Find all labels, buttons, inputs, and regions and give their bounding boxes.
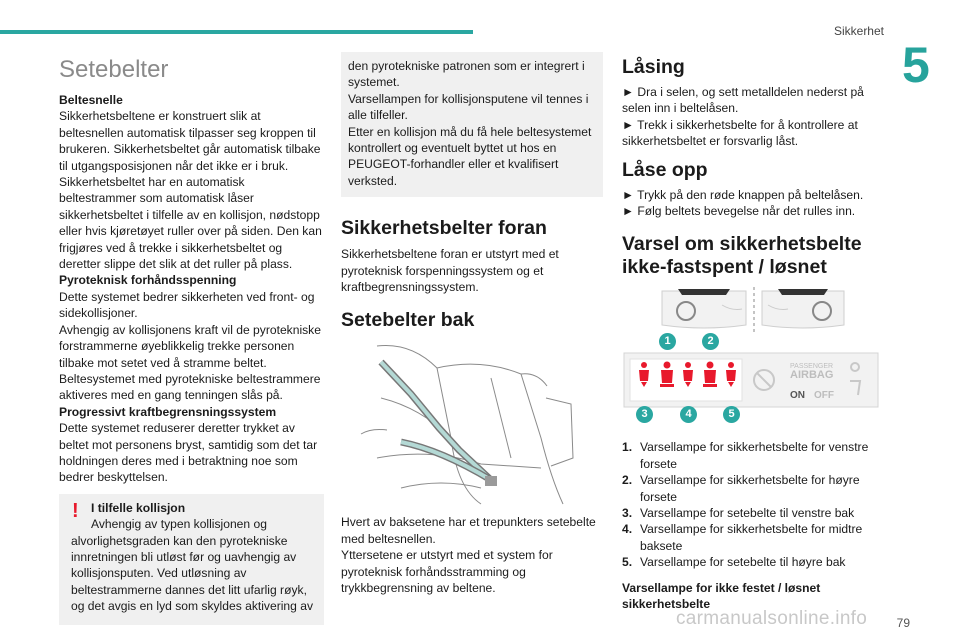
list-item: 3. Varsellampe for setebelte til venstre bak — [622, 506, 855, 521]
subheading-kraftbegrensning: Progressivt kraftbegrensningssystem — [59, 404, 277, 419]
heading-front-belts: Sikkerhetsbelter foran — [341, 217, 547, 240]
instruction-bullet: ► Trykk på den røde knappen på beltelåsen. — [622, 187, 884, 203]
column-middle — [341, 52, 603, 597]
instruction-bullet: ► Dra i selen, og sett metalldelen nederst på selen inn i beltelåsen. — [622, 84, 884, 117]
heading-rear-belts: Setebelter bak — [341, 309, 475, 332]
heading-belt-warning: Varsel om sikkerhetsbelte ikke-fastspent / løsnet — [622, 233, 862, 279]
column-right — [622, 52, 884, 613]
mirror-illustration — [622, 285, 884, 333]
warning-text: alvorlighetsgraden kan den pyrotekniske innretningen bli utløst før og uavhengig av kollisjonsputen. Ved utløsning av beltestrammerne dannes det litt ufarlig røyk, og det avgis en lyd som skyldes aktivering av — [71, 533, 313, 614]
paragraph: Sikkerhetsbeltene foran er utstyrt med et pyroteknisk forspenningssystem og et kraftbegrensningssystem. — [341, 247, 559, 295]
callout-5: 5 — [723, 406, 740, 423]
list-item: 2. Varsellampe for sikkerhetsbelte for høyre forsete — [622, 473, 860, 504]
seatbelt-warning-panel — [622, 335, 884, 423]
airbag-on-label: ON — [790, 390, 805, 402]
callout-4: 4 — [680, 406, 697, 423]
list-item: 4. Varsellampe for sikkerhetsbelte for midtre baksete — [622, 522, 863, 553]
warning-box — [59, 494, 324, 625]
passenger-label: PASSENGER — [790, 363, 834, 371]
list-item: 1. Varsellampe for sikkerhetsbelte for venstre forsete — [622, 440, 869, 471]
callout-3: 3 — [636, 406, 653, 423]
warning-text: Avhengig av typen kollisjonen og — [91, 517, 267, 532]
rear-seatbelt-illustration — [341, 338, 603, 506]
column-left — [59, 52, 324, 625]
watermark: carmanualsonline.info — [676, 608, 868, 629]
paragraph: Sikkerhetsbeltene er konstruert slik at beltesnellen automatisk tilpasser seg kroppen til brukeren. Sikkerhetsbeltet går automatisk tilbake til utgangsposisjonen når det ikke er i bruk. — [59, 109, 321, 173]
callout-1: 1 — [659, 333, 676, 350]
page-title: Setebelter — [59, 56, 169, 83]
paragraph: Avhengig av kollisjonens kraft vil de pyrotekniske forstrammerne øyeblikkelig trekke personen tilbake mot setet ved å stramme beltet. — [59, 322, 321, 370]
paragraph: Hvert av baksetene har et trepunkters setebelte med beltesnellen. — [341, 515, 596, 546]
subheading-pyroteknisk: Pyroteknisk forhåndsspenning — [59, 273, 237, 288]
airbag-off-label: OFF — [814, 390, 834, 402]
page-number: 79 — [896, 616, 910, 630]
paragraph: Sikkerhetsbeltet har en automatisk beltestrammer som automatisk låser sikkerhetsbeltet i tilfelle av en kollisjon, nødstopp eller hvis kjøretøyet ruller over på siden. Den kan frigjøres ved å trekke i sikkerhetsbeltet og deretter slippe det slik at det ruller på plass. — [59, 175, 322, 272]
callout-2: 2 — [702, 333, 719, 350]
heading-locking: Låsing — [622, 56, 685, 78]
subheading-beltesnelle: Beltesnelle — [59, 93, 123, 107]
paragraph: Beltesystemet med pyrotekniske beltestrammere aktiveres med en gang tenningen slås på. — [59, 371, 321, 403]
paragraph: Etter en kollisjon må du få hele beltesystemet kontrollert og eventuelt byttet ut hos en PEUGEOT-forhandler eller et kvalifisert verksted. — [348, 124, 592, 188]
warning-lamp-list — [622, 439, 884, 570]
paragraph: Dette systemet bedrer sikkerheten ved front- og sidekollisjoner. — [59, 289, 315, 321]
heading-unlocking: Låse opp — [622, 158, 708, 181]
instruction-bullet: ► Følg beltets bevegelse når det rulles inn. — [622, 203, 884, 219]
subheading-final: Varsellampe for ikke festet / løsnet sikkerhetsbelte — [622, 580, 821, 612]
chapter-number: 5 — [902, 37, 930, 93]
list-item: 5. Varsellampe for setebelte til høyre bak — [622, 555, 846, 570]
paragraph: den pyrotekniske patronen som er integrert i systemet. — [348, 59, 585, 90]
top-accent-bar — [0, 30, 473, 34]
section-name: Sikkerhet — [833, 24, 884, 38]
paragraph: Dette systemet reduserer deretter trykket av beltet mot personens bryst, samtidig som det tar holdningen deres med i betraktning noe som bedrer beskyttelsen. — [59, 421, 318, 485]
instruction-bullet: ► Trekk i sikkerhetsbelte for å kontrollere at sikkerhetsbeltet er forsvarlig låst. — [622, 117, 884, 150]
airbag-label: AIRBAG — [790, 369, 834, 382]
paragraph: Yttersetene er utstyrt med et system for pyroteknisk forhåndsstramming og trykkbegrensning av beltene. — [341, 548, 553, 596]
warning-box-continued — [341, 52, 603, 197]
warning-title: I tilfelle kollisjon — [91, 500, 186, 515]
paragraph: Varsellampen for kollisjonsputene vil tennes i alle tilfeller. — [348, 91, 589, 123]
warning-exclamation-icon: ! — [72, 499, 79, 522]
